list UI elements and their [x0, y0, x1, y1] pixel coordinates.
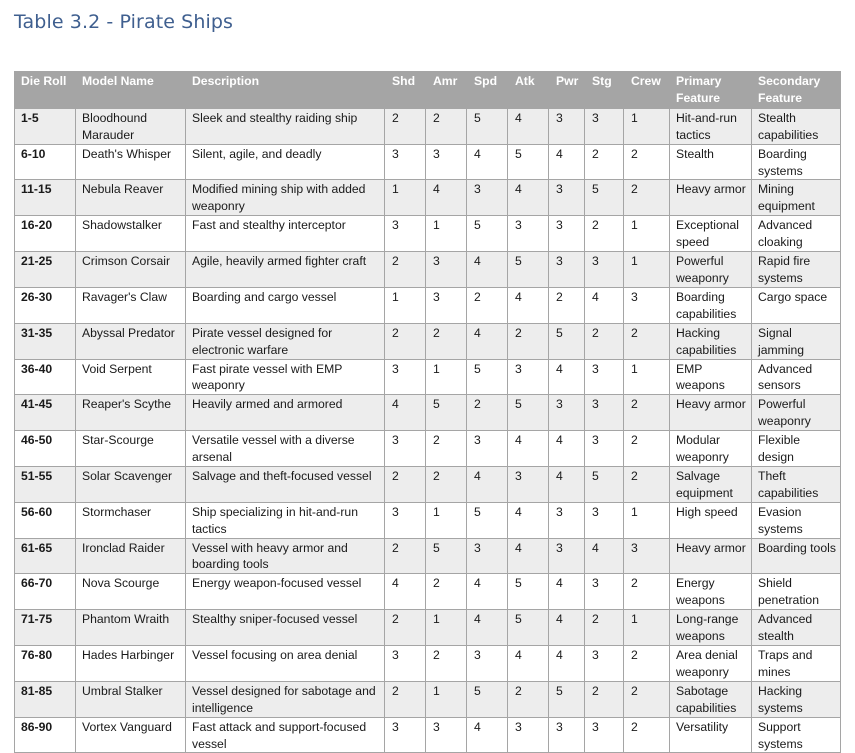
description-cell: Agile, heavily armed fighter craft: [186, 252, 385, 288]
description-cell: Energy weapon-focused vessel: [186, 574, 385, 610]
header-shd: Shd: [385, 72, 426, 109]
atk-cell: 3: [508, 216, 549, 252]
atk-cell: 5: [508, 395, 549, 431]
model-name-cell: Reaper's Scythe: [76, 395, 186, 431]
crew-cell: 3: [624, 287, 670, 323]
spd-cell: 3: [467, 538, 508, 574]
primary-feature-cell: Powerful weaponry: [670, 252, 752, 288]
description-cell: Modified mining ship with added weaponry: [186, 180, 385, 216]
spd-cell: 4: [467, 252, 508, 288]
atk-cell: 4: [508, 502, 549, 538]
shd-cell: 3: [385, 646, 426, 682]
spd-cell: 3: [467, 431, 508, 467]
die-roll-cell: 81-85: [15, 681, 76, 717]
table-row: [15, 610, 841, 646]
table-row: [15, 359, 841, 395]
shd-cell: 3: [385, 717, 426, 753]
stg-cell: 3: [585, 395, 624, 431]
atk-cell: 4: [508, 431, 549, 467]
pwr-cell: 4: [549, 466, 585, 502]
description-cell: Sleek and stealthy raiding ship: [186, 108, 385, 144]
description-cell: Boarding and cargo vessel: [186, 287, 385, 323]
spd-cell: 5: [467, 216, 508, 252]
die-roll-cell: 41-45: [15, 395, 76, 431]
model-name-cell: Vortex Vanguard: [76, 717, 186, 753]
table-row: [15, 717, 841, 753]
secondary-feature-cell: Stealth capabilities: [752, 108, 841, 144]
spd-cell: 5: [467, 502, 508, 538]
crew-cell: 3: [624, 538, 670, 574]
secondary-feature-cell: Flexible design: [752, 431, 841, 467]
spd-cell: 4: [467, 574, 508, 610]
header-description: Description: [186, 72, 385, 109]
secondary-feature-cell: Theft capabilities: [752, 466, 841, 502]
model-name-cell: Ravager's Claw: [76, 287, 186, 323]
table-row: [15, 395, 841, 431]
spd-cell: 5: [467, 681, 508, 717]
header-row: [15, 72, 841, 109]
die-roll-cell: 61-65: [15, 538, 76, 574]
atk-cell: 4: [508, 646, 549, 682]
shd-cell: 3: [385, 502, 426, 538]
shd-cell: 3: [385, 144, 426, 180]
header-primary-feature: Primary Feature: [670, 72, 752, 109]
pwr-cell: 3: [549, 502, 585, 538]
table-row: [15, 502, 841, 538]
atk-cell: 5: [508, 574, 549, 610]
secondary-feature-cell: Mining equipment: [752, 180, 841, 216]
crew-cell: 1: [624, 610, 670, 646]
header-model-name: Model Name: [76, 72, 186, 109]
stg-cell: 3: [585, 646, 624, 682]
primary-feature-cell: Boarding capabilities: [670, 287, 752, 323]
table-row: [15, 287, 841, 323]
stg-cell: 3: [585, 574, 624, 610]
table-row: [15, 180, 841, 216]
model-name-cell: Stormchaser: [76, 502, 186, 538]
stg-cell: 2: [585, 216, 624, 252]
shd-cell: 3: [385, 431, 426, 467]
table-row: [15, 144, 841, 180]
stg-cell: 2: [585, 144, 624, 180]
shd-cell: 2: [385, 538, 426, 574]
spd-cell: 3: [467, 180, 508, 216]
amr-cell: 1: [426, 502, 467, 538]
amr-cell: 2: [426, 646, 467, 682]
crew-cell: 1: [624, 108, 670, 144]
table-row: [15, 574, 841, 610]
description-cell: Heavily armed and armored: [186, 395, 385, 431]
amr-cell: 1: [426, 681, 467, 717]
secondary-feature-cell: Rapid fire systems: [752, 252, 841, 288]
spd-cell: 4: [467, 466, 508, 502]
pwr-cell: 3: [549, 216, 585, 252]
secondary-feature-cell: Advanced cloaking: [752, 216, 841, 252]
stg-cell: 2: [585, 610, 624, 646]
stg-cell: 3: [585, 431, 624, 467]
description-cell: Fast and stealthy interceptor: [186, 216, 385, 252]
spd-cell: 5: [467, 359, 508, 395]
secondary-feature-cell: Hacking systems: [752, 681, 841, 717]
amr-cell: 2: [426, 466, 467, 502]
shd-cell: 2: [385, 108, 426, 144]
die-roll-cell: 11-15: [15, 180, 76, 216]
primary-feature-cell: Long-range weapons: [670, 610, 752, 646]
model-name-cell: Crimson Corsair: [76, 252, 186, 288]
crew-cell: 2: [624, 323, 670, 359]
shd-cell: 4: [385, 574, 426, 610]
amr-cell: 2: [426, 431, 467, 467]
table-row: [15, 538, 841, 574]
stg-cell: 3: [585, 359, 624, 395]
crew-cell: 1: [624, 216, 670, 252]
shd-cell: 3: [385, 216, 426, 252]
description-cell: Fast attack and support-focused vessel: [186, 717, 385, 753]
model-name-cell: Nova Scourge: [76, 574, 186, 610]
secondary-feature-cell: Signal jamming: [752, 323, 841, 359]
shd-cell: 4: [385, 395, 426, 431]
header-pwr: Pwr: [549, 72, 585, 109]
header-stg: Stg: [585, 72, 624, 109]
atk-cell: 3: [508, 717, 549, 753]
stg-cell: 5: [585, 180, 624, 216]
primary-feature-cell: Sabotage capabilities: [670, 681, 752, 717]
model-name-cell: Abyssal Predator: [76, 323, 186, 359]
die-roll-cell: 56-60: [15, 502, 76, 538]
description-cell: Silent, agile, and deadly: [186, 144, 385, 180]
description-cell: Fast pirate vessel with EMP weaponry: [186, 359, 385, 395]
atk-cell: 4: [508, 287, 549, 323]
atk-cell: 5: [508, 252, 549, 288]
table-row: [15, 466, 841, 502]
primary-feature-cell: Exceptional speed: [670, 216, 752, 252]
pwr-cell: 3: [549, 180, 585, 216]
amr-cell: 1: [426, 610, 467, 646]
die-roll-cell: 51-55: [15, 466, 76, 502]
amr-cell: 3: [426, 287, 467, 323]
model-name-cell: Umbral Stalker: [76, 681, 186, 717]
crew-cell: 2: [624, 144, 670, 180]
table-row: [15, 216, 841, 252]
pwr-cell: 3: [549, 395, 585, 431]
primary-feature-cell: Heavy armor: [670, 538, 752, 574]
primary-feature-cell: Stealth: [670, 144, 752, 180]
pwr-cell: 4: [549, 144, 585, 180]
atk-cell: 4: [508, 538, 549, 574]
table-row: [15, 108, 841, 144]
amr-cell: 1: [426, 216, 467, 252]
shd-cell: 2: [385, 323, 426, 359]
die-roll-cell: 66-70: [15, 574, 76, 610]
atk-cell: 3: [508, 466, 549, 502]
primary-feature-cell: Area denial weaponry: [670, 646, 752, 682]
pwr-cell: 3: [549, 108, 585, 144]
atk-cell: 4: [508, 108, 549, 144]
model-name-cell: Phantom Wraith: [76, 610, 186, 646]
die-roll-cell: 21-25: [15, 252, 76, 288]
die-roll-cell: 16-20: [15, 216, 76, 252]
stg-cell: 4: [585, 287, 624, 323]
secondary-feature-cell: Powerful weaponry: [752, 395, 841, 431]
pwr-cell: 2: [549, 287, 585, 323]
spd-cell: 4: [467, 144, 508, 180]
model-name-cell: Death's Whisper: [76, 144, 186, 180]
amr-cell: 3: [426, 144, 467, 180]
secondary-feature-cell: Traps and mines: [752, 646, 841, 682]
crew-cell: 2: [624, 574, 670, 610]
amr-cell: 4: [426, 180, 467, 216]
pwr-cell: 4: [549, 359, 585, 395]
crew-cell: 2: [624, 646, 670, 682]
spd-cell: 5: [467, 108, 508, 144]
primary-feature-cell: Salvage equipment: [670, 466, 752, 502]
amr-cell: 5: [426, 395, 467, 431]
primary-feature-cell: Versatility: [670, 717, 752, 753]
atk-cell: 5: [508, 610, 549, 646]
stg-cell: 3: [585, 717, 624, 753]
pirate-ships-table: [14, 71, 841, 753]
description-cell: Pirate vessel designed for electronic warfare: [186, 323, 385, 359]
model-name-cell: Bloodhound Marauder: [76, 108, 186, 144]
spd-cell: 4: [467, 610, 508, 646]
table-row: [15, 323, 841, 359]
crew-cell: 1: [624, 359, 670, 395]
amr-cell: 2: [426, 574, 467, 610]
secondary-feature-cell: Support systems: [752, 717, 841, 753]
amr-cell: 2: [426, 108, 467, 144]
header-crew: Crew: [624, 72, 670, 109]
stg-cell: 3: [585, 108, 624, 144]
pwr-cell: 5: [549, 681, 585, 717]
crew-cell: 2: [624, 395, 670, 431]
die-roll-cell: 46-50: [15, 431, 76, 467]
spd-cell: 4: [467, 717, 508, 753]
model-name-cell: Nebula Reaver: [76, 180, 186, 216]
die-roll-cell: 26-30: [15, 287, 76, 323]
model-name-cell: Hades Harbinger: [76, 646, 186, 682]
primary-feature-cell: High speed: [670, 502, 752, 538]
die-roll-cell: 76-80: [15, 646, 76, 682]
table-row: [15, 681, 841, 717]
shd-cell: 2: [385, 252, 426, 288]
crew-cell: 2: [624, 180, 670, 216]
table-row: [15, 252, 841, 288]
primary-feature-cell: Hacking capabilities: [670, 323, 752, 359]
shd-cell: 1: [385, 180, 426, 216]
shd-cell: 2: [385, 466, 426, 502]
header-amr: Amr: [426, 72, 467, 109]
pwr-cell: 4: [549, 610, 585, 646]
stg-cell: 3: [585, 252, 624, 288]
pwr-cell: 3: [549, 252, 585, 288]
amr-cell: 3: [426, 252, 467, 288]
stg-cell: 2: [585, 681, 624, 717]
model-name-cell: Shadowstalker: [76, 216, 186, 252]
model-name-cell: Star-Scourge: [76, 431, 186, 467]
primary-feature-cell: Heavy armor: [670, 180, 752, 216]
description-cell: Salvage and theft-focused vessel: [186, 466, 385, 502]
secondary-feature-cell: Cargo space: [752, 287, 841, 323]
crew-cell: 2: [624, 681, 670, 717]
primary-feature-cell: Heavy armor: [670, 395, 752, 431]
header-secondary-feature: Secondary Feature: [752, 72, 841, 109]
secondary-feature-cell: Boarding systems: [752, 144, 841, 180]
description-cell: Versatile vessel with a diverse arsenal: [186, 431, 385, 467]
secondary-feature-cell: Boarding tools: [752, 538, 841, 574]
pwr-cell: 4: [549, 431, 585, 467]
crew-cell: 1: [624, 252, 670, 288]
die-roll-cell: 36-40: [15, 359, 76, 395]
die-roll-cell: 71-75: [15, 610, 76, 646]
header-spd: Spd: [467, 72, 508, 109]
primary-feature-cell: Hit-and-run tactics: [670, 108, 752, 144]
header-atk: Atk: [508, 72, 549, 109]
secondary-feature-cell: Advanced stealth: [752, 610, 841, 646]
spd-cell: 2: [467, 287, 508, 323]
atk-cell: 5: [508, 144, 549, 180]
pwr-cell: 3: [549, 538, 585, 574]
crew-cell: 2: [624, 431, 670, 467]
stg-cell: 4: [585, 538, 624, 574]
spd-cell: 2: [467, 395, 508, 431]
secondary-feature-cell: Advanced sensors: [752, 359, 841, 395]
shd-cell: 3: [385, 359, 426, 395]
description-cell: Vessel with heavy armor and boarding tools: [186, 538, 385, 574]
amr-cell: 2: [426, 323, 467, 359]
die-roll-cell: 86-90: [15, 717, 76, 753]
crew-cell: 2: [624, 717, 670, 753]
pwr-cell: 4: [549, 574, 585, 610]
primary-feature-cell: Energy weapons: [670, 574, 752, 610]
table-row: [15, 646, 841, 682]
secondary-feature-cell: Evasion systems: [752, 502, 841, 538]
die-roll-cell: 1-5: [15, 108, 76, 144]
amr-cell: 3: [426, 717, 467, 753]
table-title: Table 3.2 - Pirate Ships: [14, 11, 234, 33]
primary-feature-cell: Modular weaponry: [670, 431, 752, 467]
spd-cell: 4: [467, 323, 508, 359]
atk-cell: 2: [508, 323, 549, 359]
stg-cell: 5: [585, 466, 624, 502]
atk-cell: 4: [508, 180, 549, 216]
die-roll-cell: 31-35: [15, 323, 76, 359]
stg-cell: 2: [585, 323, 624, 359]
model-name-cell: Solar Scavenger: [76, 466, 186, 502]
die-roll-cell: 6-10: [15, 144, 76, 180]
crew-cell: 2: [624, 466, 670, 502]
shd-cell: 2: [385, 681, 426, 717]
primary-feature-cell: EMP weapons: [670, 359, 752, 395]
pwr-cell: 3: [549, 717, 585, 753]
shd-cell: 2: [385, 610, 426, 646]
description-cell: Vessel focusing on area denial: [186, 646, 385, 682]
model-name-cell: Void Serpent: [76, 359, 186, 395]
header-die-roll: Die Roll: [15, 72, 76, 109]
shd-cell: 1: [385, 287, 426, 323]
amr-cell: 1: [426, 359, 467, 395]
secondary-feature-cell: Shield penetration: [752, 574, 841, 610]
description-cell: Ship specializing in hit-and-run tactics: [186, 502, 385, 538]
pwr-cell: 5: [549, 323, 585, 359]
amr-cell: 5: [426, 538, 467, 574]
description-cell: Vessel designed for sabotage and intelligence: [186, 681, 385, 717]
spd-cell: 3: [467, 646, 508, 682]
atk-cell: 2: [508, 681, 549, 717]
crew-cell: 1: [624, 502, 670, 538]
stg-cell: 3: [585, 502, 624, 538]
model-name-cell: Ironclad Raider: [76, 538, 186, 574]
pwr-cell: 4: [549, 646, 585, 682]
atk-cell: 3: [508, 359, 549, 395]
table-row: [15, 431, 841, 467]
description-cell: Stealthy sniper-focused vessel: [186, 610, 385, 646]
